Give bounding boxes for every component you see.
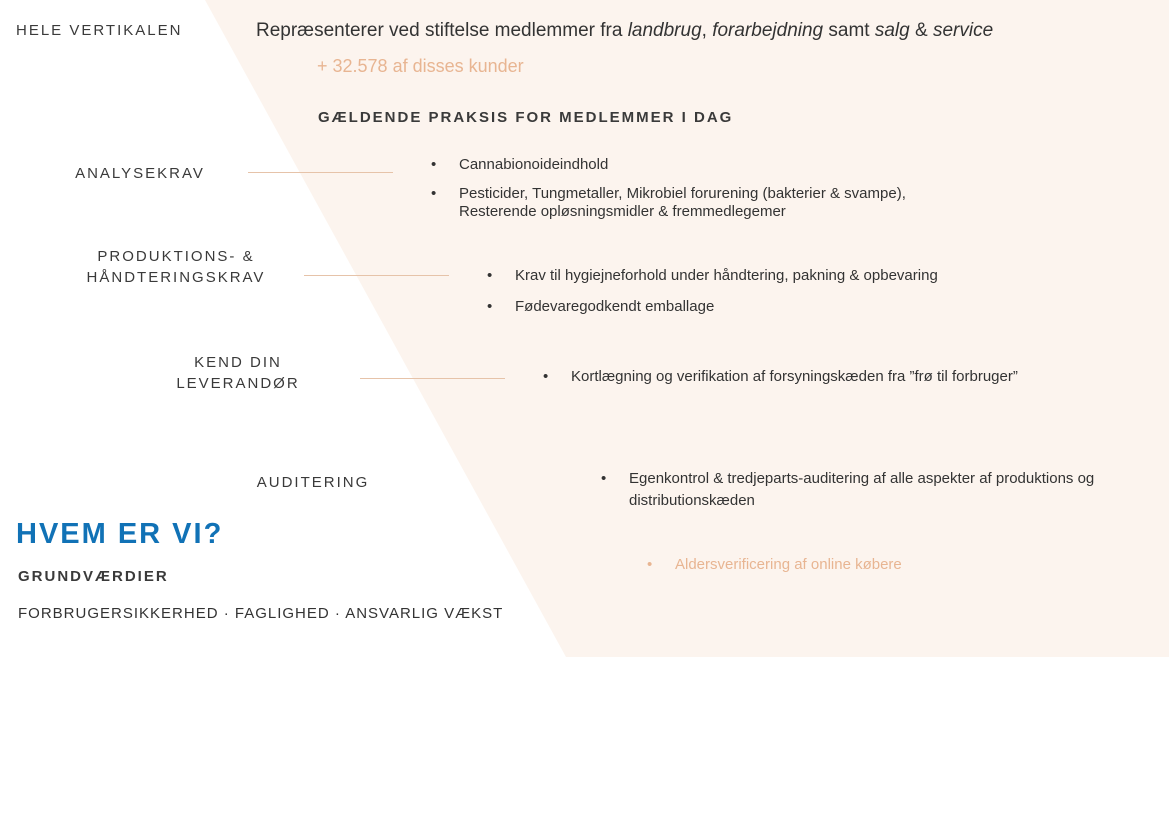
list-item: • Kortlægning og verifikation af forsyningskæden fra ”frø til forbruger”	[543, 368, 1018, 385]
bullet-list-produktionskrav	[487, 265, 987, 327]
customer-count: + 32.578 af disses kunder	[317, 56, 524, 76]
bullet-list-auditering	[601, 468, 1121, 523]
bullet-list-analysekrav	[431, 156, 941, 232]
vertical-label: HELE VERTIKALEN	[16, 22, 183, 39]
connector-line	[248, 172, 393, 173]
section-label-produktionskrav: PRODUKTIONS- & HÅNDTERINGSKRAV	[86, 248, 266, 286]
list-item: • Krav til hygiejneforhold under håndtering, pakning & opbevaring	[487, 267, 938, 284]
section-label-analysekrav: ANALYSEKRAV	[75, 165, 205, 182]
bullet-list-extra	[647, 556, 1047, 585]
core-values-heading: GRUNDVÆRDIER	[18, 568, 169, 585]
list-item: • Egenkontrol & tredjeparts-auditering af alle aspekter af produktions og distributionskæden	[601, 470, 1095, 509]
list-item: • Pesticider, Tungmetaller, Mikrobiel forurening (bakterier & svampe), Resterende opløsningsmidler & fremmedlegemer	[431, 185, 906, 220]
connector-line	[304, 275, 449, 276]
headline: Repræsenterer ved stiftelse medlemmer fra landbrug, forarbejdning samt salg & service	[256, 20, 994, 41]
praksis-title: GÆLDENDE PRAKSIS FOR MEDLEMMER I DAG	[318, 109, 734, 126]
core-values-list: FORBRUGERSIKKERHED · FAGLIGHED · ANSVARLIG VÆKST	[18, 605, 504, 622]
list-item: • Cannabionoideindhold	[431, 156, 609, 173]
section-label-leverandor: KEND DIN LEVERANDØR	[176, 354, 300, 392]
about-title: HVEM ER VI?	[16, 518, 224, 550]
bullet-list-leverandor	[543, 366, 1053, 399]
list-item-age-verification: • Aldersverificering af online købere	[647, 556, 902, 573]
section-label-auditering: AUDITERING	[256, 474, 370, 491]
connector-line	[360, 378, 505, 379]
list-item: • Fødevaregodkendt emballage	[487, 298, 715, 315]
